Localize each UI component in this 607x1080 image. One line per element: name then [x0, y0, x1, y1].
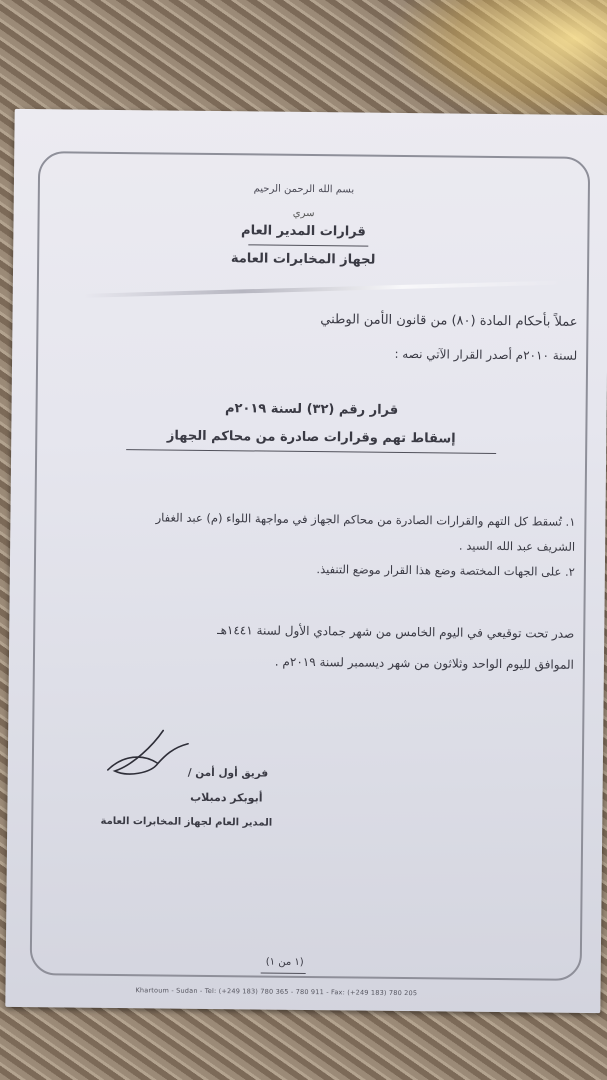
classification-label: سري	[292, 207, 315, 220]
signatory-name: أبوبكر دمبلاب	[190, 790, 263, 805]
office-title: قرارات المدير العام	[241, 223, 366, 240]
decision-title: قرار رقم (٣٢) لسنة ٢٠١٩م	[224, 401, 399, 418]
background-glare	[387, 0, 607, 130]
page-number: (١ من ١)	[265, 956, 304, 968]
item-1-line-2: الشريف عبد الله السيد .	[458, 538, 576, 554]
signatory-title: المدير العام لجهاز المخابرات العامة	[100, 815, 273, 829]
preamble-line-1: عملاً بأحكام المادة (٨٠) من قانون الأمن الوطني	[320, 312, 578, 330]
item-2: ٢. على الجهات المختصة وضع هذا القرار موضع التنفيذ.	[316, 562, 575, 579]
basmala: بسم الله الرحمن الرحيم	[253, 183, 355, 196]
handwritten-signature	[103, 725, 194, 781]
item-1-line-1: ١. تُسقط كل التهم والقرارات الصادرة من محاكم الجهاز في مواجهة اللواء (م) عبد الغفار	[155, 510, 576, 529]
footer-contact: Khartoum - Sudan - Tel: (+249 183) 780 365 - 780 911 - Fax: (+249 183) 780 205	[135, 986, 418, 998]
closing-line-1: صدر تحت توقيعي في اليوم الخامس من شهر جمادي الأول لسنة ١٤٤١هـ	[217, 623, 575, 641]
decision-subject: إسقاط تهم وقرارات صادرة من محاكم الجهاز	[166, 428, 456, 447]
closing-line-2: الموافق لليوم الواحد وثلاثون من شهر ديسمبر لسنة ٢٠١٩م .	[274, 654, 575, 672]
preamble-line-2: لسنة ٢٠١٠م أصدر القرار الآتي نصه :	[394, 346, 578, 363]
signatory-rank: فريق أول أمن /	[187, 766, 269, 780]
agency-title: لجهاز المخابرات العامة	[230, 251, 376, 268]
document-page	[5, 109, 607, 1013]
